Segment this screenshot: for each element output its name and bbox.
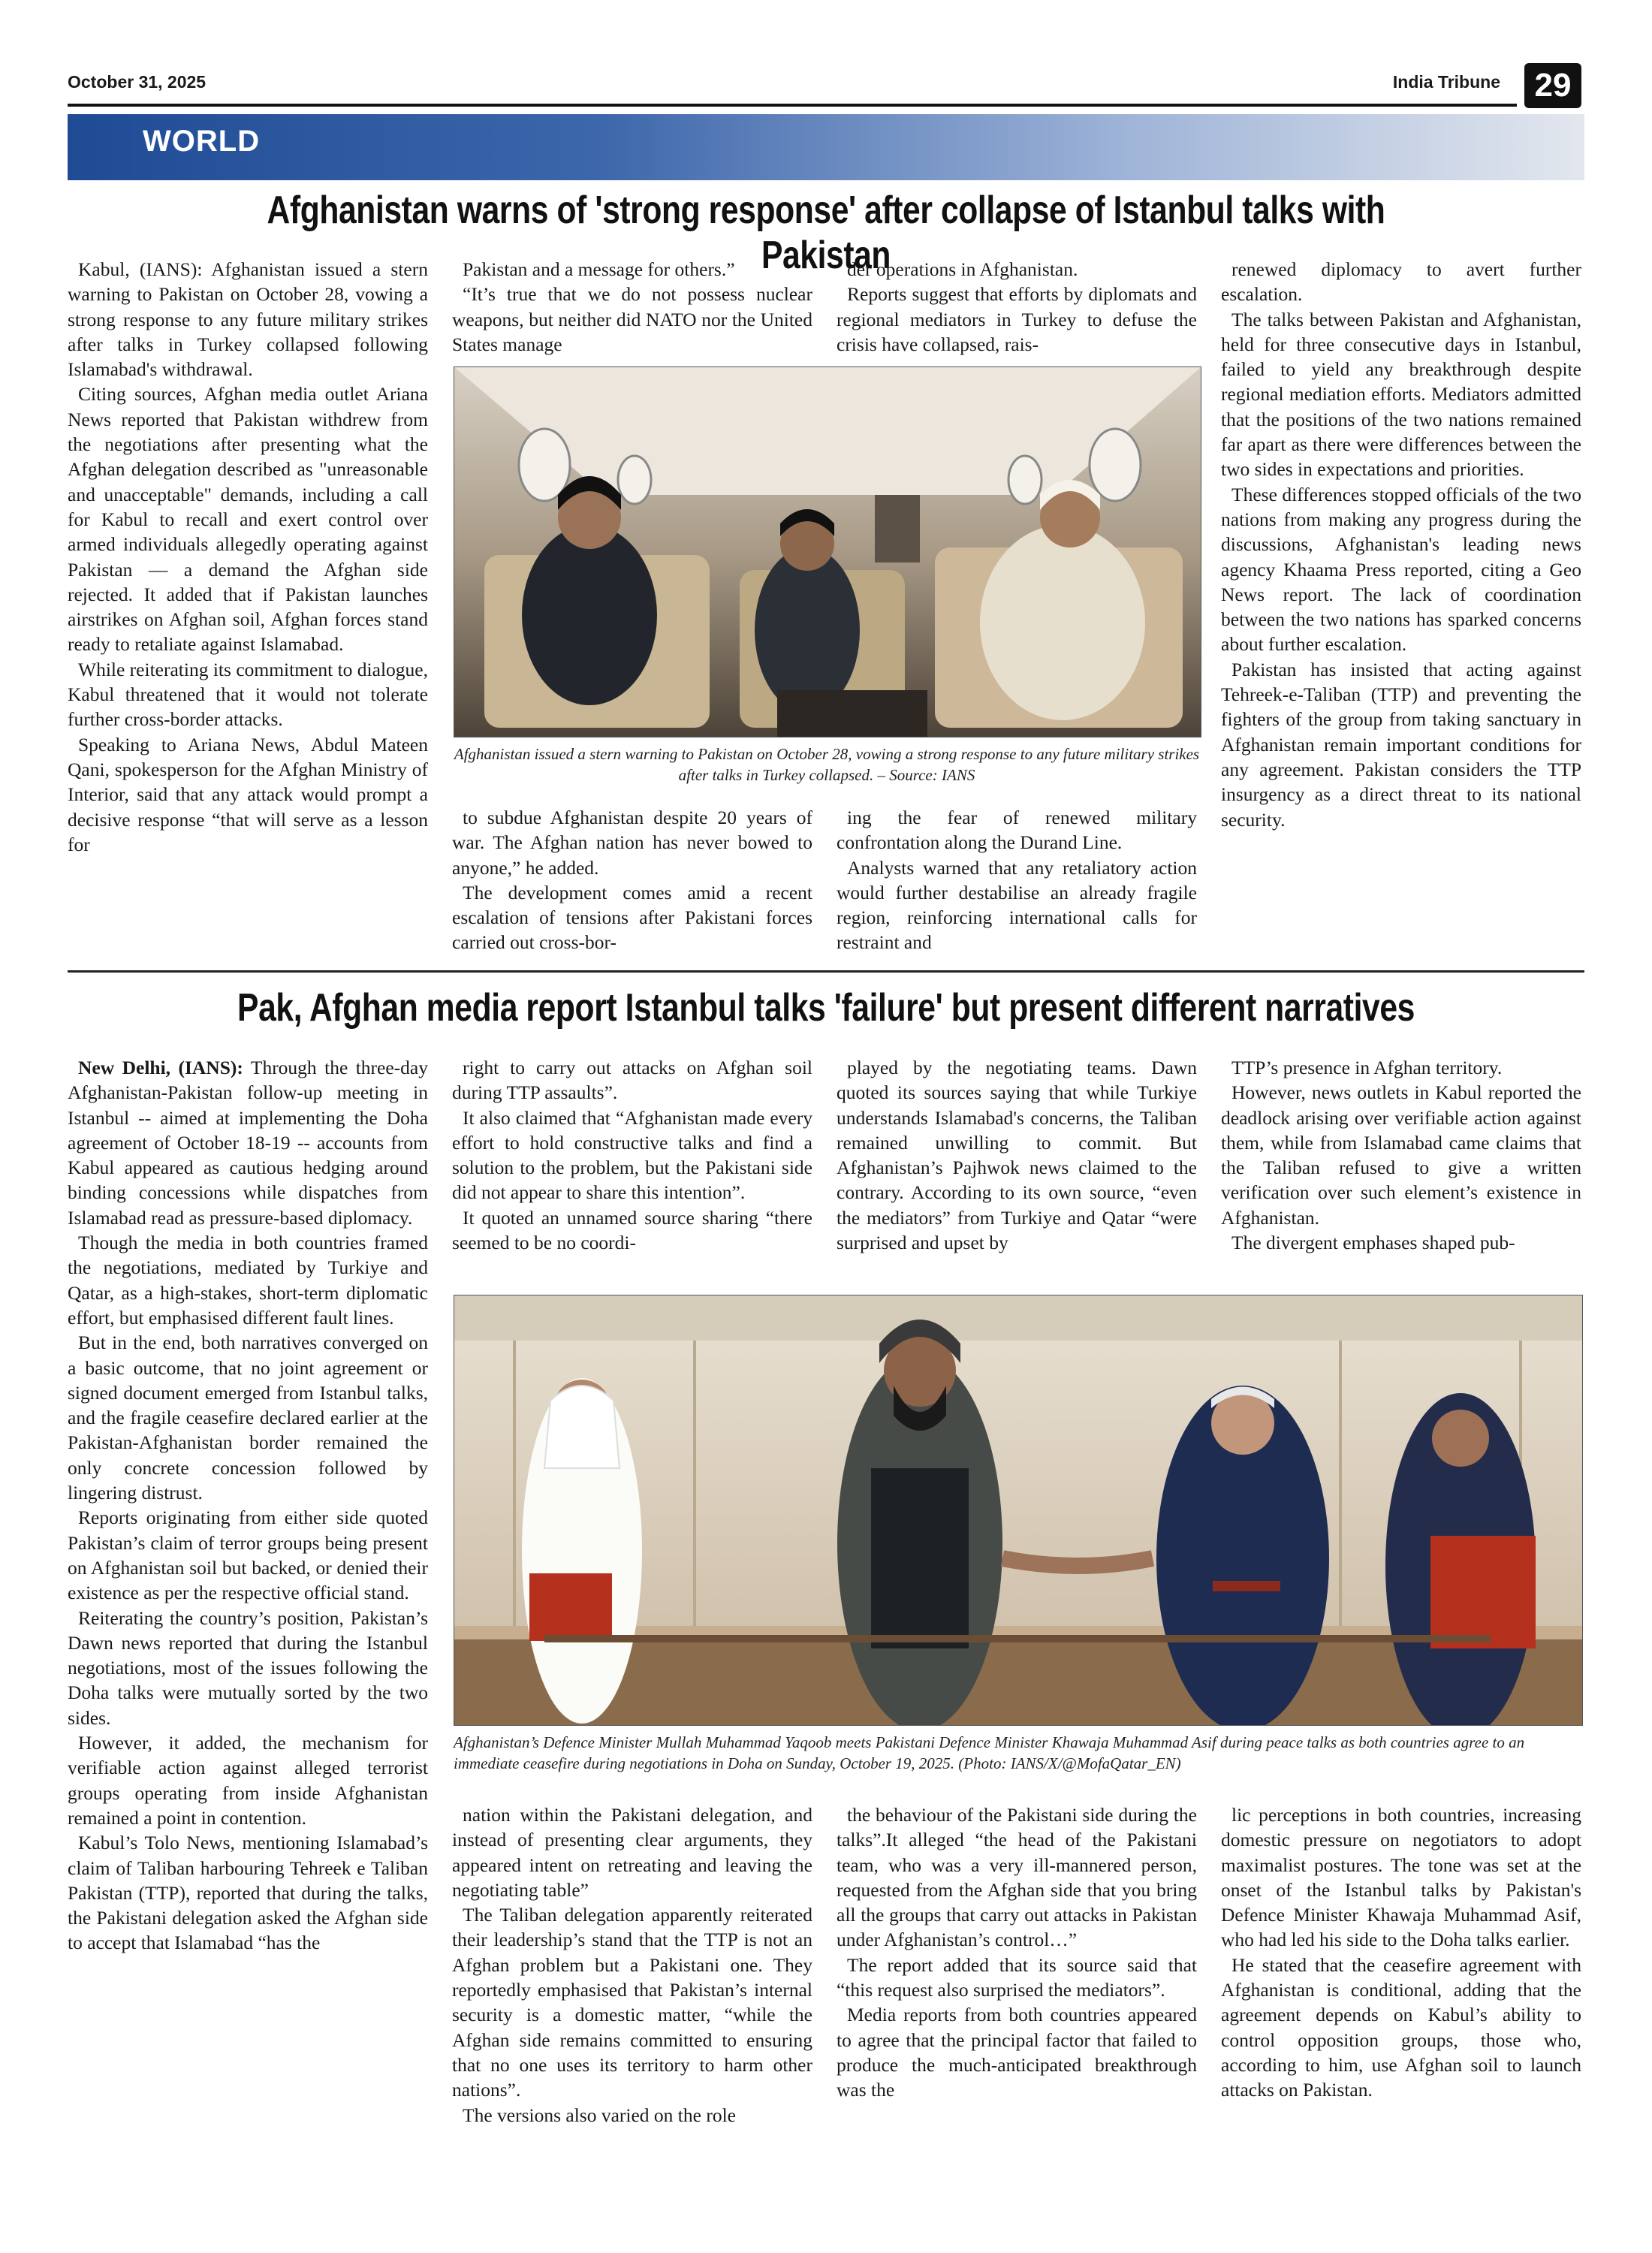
paragraph: Kabul’s Tolo News, mentioning Islamabad’s claim of Taliban harbouring Tehreek e Taliban Pakistan (TTP), reported that during the talks, the Pakistani delegation asked the Afghan side to accept that Islamabad “has the — [68, 1832, 428, 1954]
paragraph: Kabul, (IANS): Afghanistan issued a stern warning to Pakistan on October 28, vowing a strong response to any future military strikes after talks in Turkey collapsed following Islamabad's withdrawal. — [68, 258, 428, 381]
story1-column-1 — [68, 257, 428, 857]
story1-column-3-top — [837, 257, 1197, 357]
paragraph: Reiterating the country’s position, Pakistan’s Dawn news reported that during the Istanbul negotiations, most of the issues following the Doha talks were mutually sorted by the two sides. — [68, 1606, 428, 1729]
paragraph: ing the fear of renewed military confrontation along the Durand Line. — [837, 807, 1197, 854]
paragraph: right to carry out attacks on Afghan soil during TTP assaults”. — [452, 1057, 812, 1104]
paragraph: It quoted an unnamed source sharing “there seemed to be no coordi- — [452, 1206, 812, 1254]
dateline: New Delhi, (IANS): — [78, 1057, 243, 1078]
section-banner — [68, 114, 1584, 180]
paragraph: Analysts warned that any retaliatory action would further destabilise an already fragile region, reinforcing international calls for restraint and — [837, 856, 1197, 954]
story1-column-2-top — [452, 257, 812, 357]
section-label: WORLD — [143, 125, 261, 158]
story2-column-4-top — [1221, 1055, 1581, 1255]
paragraph: However, it added, the mechanism for verifiable action against alleged terrorist groups operating from inside Afghanistan remained a point in contention. — [68, 1732, 428, 1829]
paragraph-text: Through the three-day Afghanistan-Pakistan follow-up meeting in Istanbul -- aimed at implementing the Doha agreement of October 18-19 -- accounts from Kabul appeared as cautious hedging around binding concessions while dispatches from Islamabad read as pressure-based diplomacy. — [68, 1057, 428, 1229]
header-rule — [68, 104, 1517, 107]
story1-photo-jet-cabin — [454, 366, 1201, 737]
signing-ceremony-image — [454, 1295, 1582, 1725]
paragraph: to subdue Afghanistan despite 20 years of war. The Afghan nation has never bowed to anyone,” he added. — [452, 807, 812, 879]
story2-column-3-bottom — [837, 1802, 1197, 2103]
story1-photo-caption: Afghanistan issued a stern warning to Pakistan on October 28, vowing a strong response to any future military strikes after talks in Turkey collapsed. – Source: IANS — [454, 745, 1200, 784]
paragraph: Pakistan has insisted that acting against Tehreek-e-Taliban (TTP) and preventing the fighters of the group from taking sanctuary in Afghanistan remain important conditions for any agreement. Pakistan considers the TTP insurgency as a direct threat to its national security. — [1221, 658, 1581, 831]
paragraph: Reports suggest that efforts by diplomats and regional mediators in Turkey to defuse the crisis have collapsed, rais- — [837, 283, 1197, 355]
paragraph: played by the negotiating teams. Dawn quoted its sources saying that while Turkiye understands Islamabad's concerns, the Taliban remained unwilling to commit. But Afghanistan’s Pajhwok news claimed to the contrary. According to its own source, “even the mediators” from Turkiye and Qatar “were surprised and upset by — [837, 1057, 1197, 1254]
story2-column-3-top — [837, 1055, 1197, 1255]
story2-photo-caption: Afghanistan’s Defence Minister Mullah Muhammad Yaqoob meets Pakistani Defence Minister Khawaja Muhammad Asif during peace talks as both countries agree to an immediate ceasefire during negotiations in Doha on Sunday, October 19, 2025. (Photo: IANS/X/@MofaQatar_EN) — [454, 1733, 1525, 1772]
paragraph: nation within the Pakistani delegation, and instead of presenting clear arguments, they appeared intent on retreating and leaving the negotiating table” — [452, 1804, 812, 1901]
paragraph: But in the end, both narratives converged on a basic outcome, that no joint agreement or signed document emerged from Istanbul talks, and the fragile ceasefire declared earlier at the Pakistan-Afghanistan border remained the only concrete concession followed by lingering distrust. — [68, 1332, 428, 1504]
paragraph: He stated that the ceasefire agreement with Afghanistan is conditional, adding that the agreement depends on Kabul’s ability to control opposition groups, those who, according to him, use Afghan soil to launch attacks on Pakistan. — [1221, 1953, 1581, 2101]
story1-column-3-bottom — [837, 805, 1197, 955]
paragraph: The versions also varied on the role — [463, 2104, 736, 2126]
paragraph: The talks between Pakistan and Afghanistan, held for three consecutive days in Istanbul, failed to yield any breakthrough despite regional mediation efforts. Mediators admitted that the positions of the two nations remained far apart as there were differences between the two sides in expectations and priorities. — [1221, 308, 1581, 481]
paragraph: It also claimed that “Afghanistan made every effort to hold constructive talks and find a solution to the problem, but the Pakistani side did not appear to share this intention”. — [452, 1106, 812, 1204]
story1-headline: Afghanistan warns of 'strong response' after collapse of Istanbul talks with Pakistan — [267, 189, 1385, 277]
issue-date: October 31, 2025 — [68, 72, 206, 92]
paragraph: However, news outlets in Kabul reported the deadlock arising over verifiable action against them, while from Islamabad came claims that the Taliban refused to give a written verification over such element’s existence in Afghanistan. — [1221, 1081, 1581, 1229]
jet-cabin-image — [454, 367, 1201, 737]
page-number: 29 — [1524, 63, 1581, 108]
story2-column-2-bottom — [452, 1802, 812, 2128]
story2-column-2-top — [452, 1055, 812, 1255]
story2-column-1 — [68, 1055, 428, 1956]
story2-headline: Pak, Afghan media report Istanbul talks 'failure' but present different narratives — [237, 986, 1415, 1030]
story2-column-4-bottom — [1221, 1802, 1581, 2103]
paragraph: Citing sources, Afghan media outlet Ariana News reported that Pakistan withdrew from the negotiations after presenting what the Afghan delegation described as "unreasonable and unacceptable" demands, including a call for Kabul to recall and exert control over armed individuals allegedly operating against Pakistan — a demand the Afghan side rejected. It added that if Pakistan launches airstrikes on Afghan soil, Afghan forces stand ready to retaliate against Islamabad. — [68, 383, 428, 656]
paragraph: Though the media in both countries framed the negotiations, mediated by Turkiye and Qatar, as a high-stakes, short-term diplomatic effort, but emphasised different fault lines. — [68, 1232, 428, 1329]
paragraph: lic perceptions in both countries, increasing domestic pressure on negotiators to adopt maximalist postures. The tone was set at the onset of the Istanbul talks by Pakistan's Defence Minister Khawaja Muhammad Asif, who had led his side to the Doha talks earlier. — [1221, 1804, 1581, 1951]
story-divider — [68, 970, 1584, 973]
paragraph — [68, 1055, 428, 1230]
paragraph: The divergent emphases shaped pub- — [1231, 1232, 1515, 1254]
paragraph: “It’s true that we do not possess nuclear weapons, but neither did NATO nor the United States manage — [452, 283, 812, 355]
paragraph: Media reports from both countries appeared to agree that the principal factor that failed to produce the much-anticipated breakthrough was the — [837, 2004, 1197, 2101]
story1-column-4 — [1221, 257, 1581, 832]
paragraph: the behaviour of the Pakistani side during the talks”.It alleged “the head of the Pakistani team, who was a very ill-mannered person, requested from the Afghan side that you bring all the groups that carry out attacks in Pakistan under Afghanistan’s control…” — [837, 1804, 1197, 1951]
newspaper-name: India Tribune — [1392, 72, 1500, 92]
paragraph: Speaking to Ariana News, Abdul Mateen Qani, spokesperson for the Afghan Ministry of Interior, said that any attack would prompt a decisive response “that will serve as a lesson for — [68, 733, 428, 855]
paragraph: TTP’s presence in Afghan territory. — [1231, 1057, 1503, 1078]
paragraph: The report added that its source said that “this request also surprised the mediators”. — [837, 1953, 1197, 2001]
paragraph: der operations in Afghanistan. — [847, 258, 1078, 280]
paragraph: Pakistan and a message for others.” — [463, 258, 735, 280]
paragraph: Reports originating from either side quoted Pakistan’s claim of terror groups being present on Afghanistan soil but backed, or denied their existence as per the respective official stand. — [68, 1507, 428, 1604]
paragraph: The Taliban delegation apparently reiterated their leadership’s stand that the TTP is not an Afghan problem but a Pakistani one. They reportedly emphasised that Pakistan’s internal security is a domestic matter, “while the Afghan side remains committed to ensuring that no one uses its territory to harm other nations”. — [452, 1904, 812, 2101]
story1-column-2-bottom — [452, 805, 812, 955]
paragraph: renewed diplomacy to avert further escalation. — [1221, 258, 1581, 306]
paragraph: These differences stopped officials of the two nations from making any progress during the discussions, Afghanistan's leading news agency Khaama Press reported, citing a Geo News report. The lack of coordination between the two nations has sparked concerns about further escalation. — [1221, 483, 1581, 656]
paragraph: While reiterating its commitment to dialogue, Kabul threatened that it would not tolerate further cross-border attacks. — [68, 658, 428, 731]
paragraph: The development comes amid a recent escalation of tensions after Pakistani forces carried out cross-bor- — [452, 881, 812, 954]
story2-photo-ceasefire-signing — [454, 1295, 1583, 1726]
